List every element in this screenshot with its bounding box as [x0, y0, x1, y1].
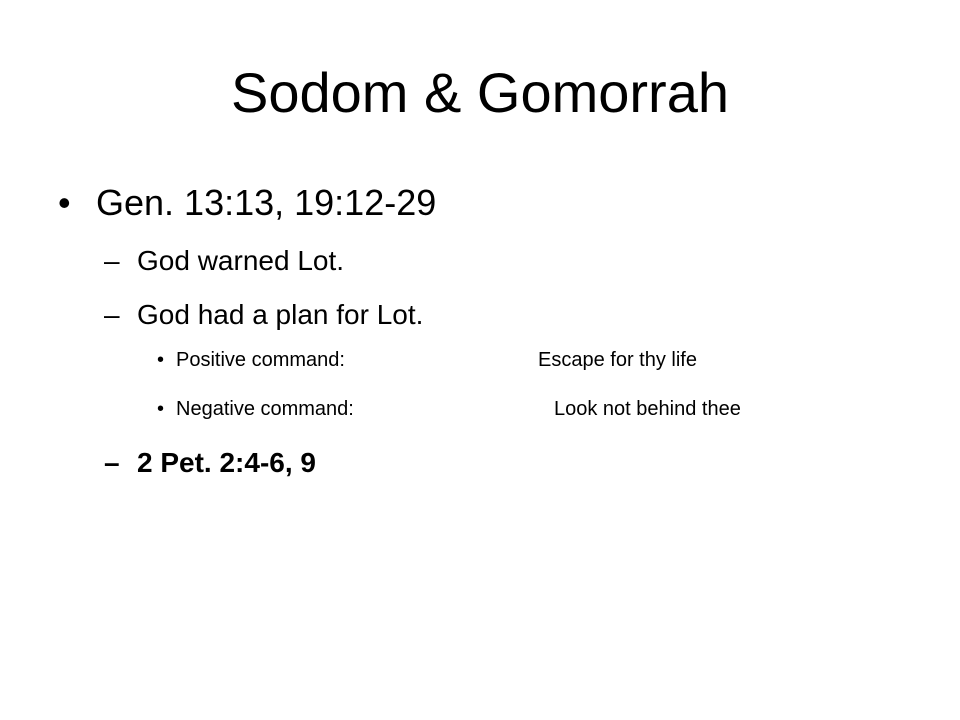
bullet-marker: • — [157, 349, 165, 371]
sub-item-text: God had a plan for Lot. — [137, 299, 424, 330]
detail-label: Negative command: — [176, 398, 354, 420]
bullet-marker: • — [58, 182, 71, 223]
detail-value: Look not behind thee — [554, 398, 741, 420]
detail-label: Positive command: — [176, 349, 345, 371]
dash-marker: – — [104, 245, 120, 276]
bullet-text: Gen. 13:13, 19:12-29 — [96, 182, 437, 223]
dash-marker: – — [104, 299, 120, 330]
sub-item-text: 2 Pet. 2:4-6, 9 — [137, 447, 316, 478]
dash-marker: – — [104, 447, 120, 478]
detail-value: Escape for thy life — [538, 349, 697, 371]
bullet-marker: • — [157, 398, 165, 420]
slide-title: Sodom & Gomorrah — [231, 61, 729, 124]
sub-item-text: God warned Lot. — [137, 245, 345, 276]
